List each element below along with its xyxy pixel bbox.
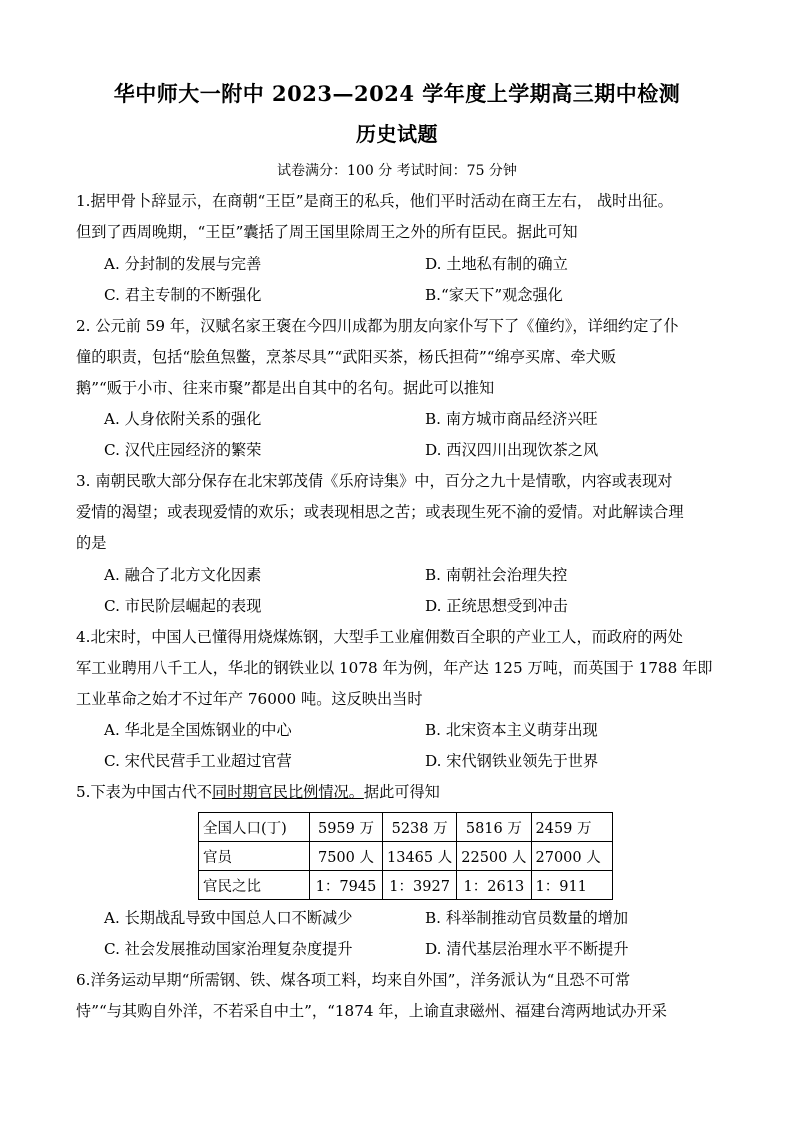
q2-option-b: B. 南方城市商品经济兴旺: [425, 410, 598, 428]
q2-option-a: A. 人身依附关系的强化: [104, 410, 262, 428]
table-cell: 5959 万: [310, 813, 383, 842]
q2-stem-line-2: 僮的职责，包括“脍鱼炰鳖，烹茶尽具”“武阳买茶，杨氏担荷”“绵亭买席、牵犬贩: [76, 348, 617, 366]
q2-stem-line-3: 鹅”“贩于小市、往来市聚”都是出自其中的名句。据此可以推知: [76, 379, 495, 397]
table-cell: 1：911: [531, 871, 612, 900]
table-row: [199, 871, 613, 900]
q6-stem-line-1: 6.洋务运动早期“所需钢、铁、煤各项工料，均来自外国”，洋务派认为“且恐不可常: [76, 971, 631, 989]
table-cell: 官员: [199, 842, 310, 871]
q4-stem-line-1: 4.北宋时，中国人已懂得用烧煤炼钢，大型手工业雇佣数百全职的产业工人，而政府的两处: [76, 628, 683, 646]
q1-option-c: C. 君主专制的不断强化: [104, 286, 262, 304]
q4-stem-line-3: 工业革命之始才不过年产 76000 吨。这反映出当时: [76, 690, 423, 708]
q3-stem-line-2: 爱情的渴望；或表现爱情的欢乐；或表现相思之苦；或表现生死不渝的爱情。对此解读合理: [76, 503, 684, 521]
q1-option-b: B.“家天下”观念强化: [425, 286, 563, 304]
table-cell: 7500 人: [310, 842, 383, 871]
q5-stem-underlined: 同时期官民比例情况。: [212, 783, 364, 801]
q5-option-b: B. 科举制推动官员数量的增加: [425, 909, 629, 927]
q4-option-c: C. 宋代民营手工业超过官营: [104, 752, 292, 770]
table-cell: 5816 万: [457, 813, 531, 842]
table-cell: 1：2613: [457, 871, 531, 900]
q4-option-b: B. 北宋资本主义萌芽出现: [425, 721, 598, 739]
official-ratio-table: [198, 812, 613, 900]
table-cell: 13465 人: [383, 842, 457, 871]
exam-title: 华中师大一附中 2023—2024 学年度上学期高三期中检测: [113, 81, 681, 106]
q3-option-d: D. 正统思想受到冲击: [425, 597, 568, 615]
q1-stem-line-1: 1.据甲骨卜辞显示，在商朝“王臣”是商王的私兵，他们平时活动在商王左右， 战时出征。: [76, 192, 673, 210]
q5-stem-prefix: 5.下表为中国古代不: [76, 783, 212, 801]
q1-option-d: D. 土地私有制的确立: [425, 255, 568, 273]
table-cell: 1：3927: [383, 871, 457, 900]
q5-option-a: A. 长期战乱导致中国总人口不断减少: [104, 909, 353, 927]
q3-stem-line-1: 3. 南朝民歌大部分保存在北宋郭茂倩《乐府诗集》中，百分之九十是情歌，内容或表现对: [76, 472, 673, 490]
q1-option-a: A. 分封制的发展与完善: [104, 255, 262, 273]
table-row: [199, 842, 613, 871]
table-cell: 5238 万: [383, 813, 457, 842]
table-cell: 2459 万: [531, 813, 612, 842]
q5-option-c: C. 社会发展推动国家治理复杂度提升: [104, 940, 353, 958]
q2-stem-line-1: 2. 公元前 59 年，汉赋名家王褒在今四川成都为朋友向家仆写下了《僮约》，详细约定了仆: [76, 317, 679, 335]
q2-option-c: C. 汉代庄园经济的繁荣: [104, 441, 262, 459]
q3-option-b: B. 南朝社会治理失控: [425, 566, 568, 584]
q3-option-a: A. 融合了北方文化因素: [104, 566, 262, 584]
q4-option-d: D. 宋代钢铁业领先于世界: [425, 752, 599, 770]
table-cell: 全国人口(丁): [199, 813, 310, 842]
q5-stem: [76, 781, 736, 802]
table-cell: 1：7945: [310, 871, 383, 900]
q3-stem-line-3: 的是: [76, 534, 107, 552]
q5-stem-suffix: 据此可得知: [363, 783, 440, 801]
exam-meta: 试卷满分：100 分 考试时间：75 分钟: [277, 163, 517, 179]
q1-stem-line-2: 但到了西周晚期，“王臣”囊括了周王国里除周王之外的所有臣民。据此可知: [76, 223, 578, 241]
q5-option-d: D. 清代基层治理水平不断提升: [425, 940, 629, 958]
table-cell: 官民之比: [199, 871, 310, 900]
q4-option-a: A. 华北是全国炼钢业的中心: [104, 721, 292, 739]
table-cell: 22500 人: [457, 842, 531, 871]
table-row: [199, 813, 613, 842]
q4-stem-line-2: 军工业聘用八千工人，华北的钢铁业以 1078 年为例，年产达 125 万吨，而英国于 1788 年即: [76, 659, 713, 677]
table-cell: 27000 人: [531, 842, 612, 871]
q3-option-c: C. 市民阶层崛起的表现: [104, 597, 262, 615]
q2-option-d: D. 西汉四川出现饮茶之风: [425, 441, 599, 459]
q6-stem-line-2: 恃”“与其购自外洋，不若采自中土”，“1874 年，上谕直隶磁州、福建台湾两地试办开采: [76, 1002, 667, 1020]
exam-subtitle: 历史试题: [356, 122, 438, 146]
